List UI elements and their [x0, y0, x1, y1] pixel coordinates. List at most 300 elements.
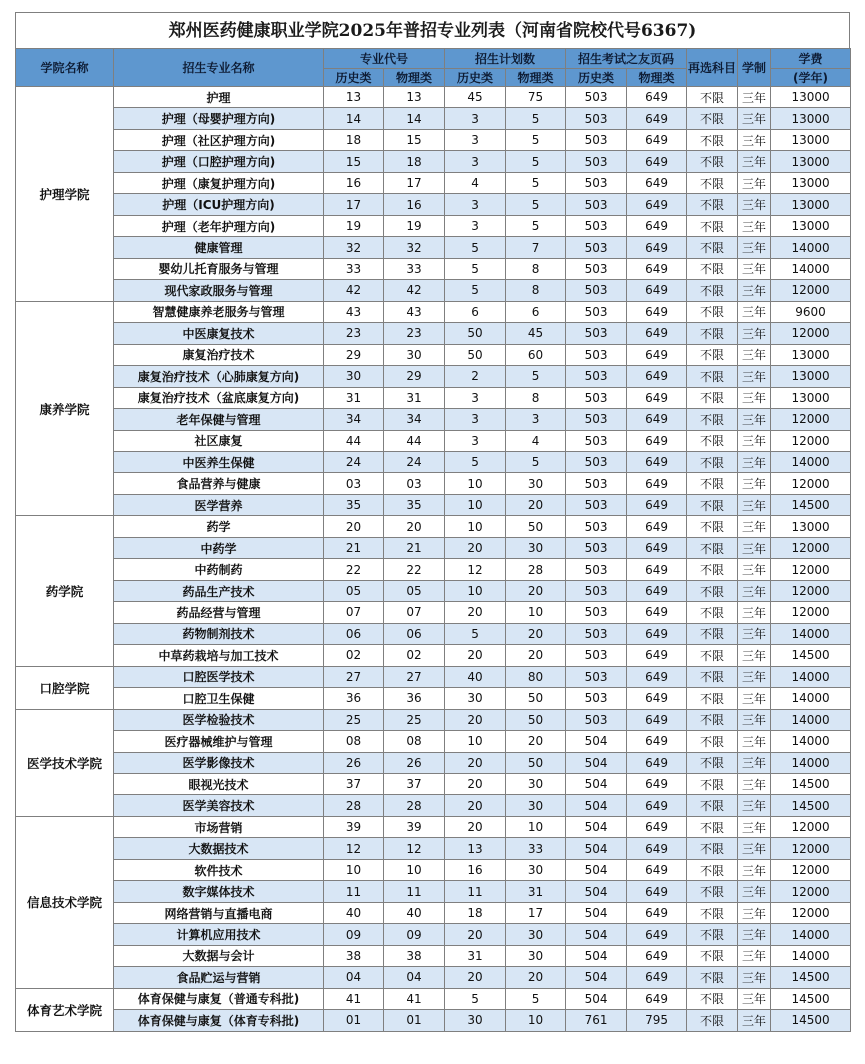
code-history: 29 — [324, 344, 384, 365]
page-history: 503 — [566, 666, 627, 687]
code-history: 28 — [324, 795, 384, 816]
page-physics: 649 — [627, 87, 687, 108]
major-name: 食品营养与健康 — [114, 473, 324, 494]
page-history: 503 — [566, 688, 627, 709]
page-history: 503 — [566, 430, 627, 451]
fee: 12000 — [771, 602, 851, 623]
fee: 14000 — [771, 451, 851, 472]
plan-history: 40 — [445, 666, 506, 687]
code-history: 14 — [324, 108, 384, 129]
page-history: 503 — [566, 473, 627, 494]
fee: 14500 — [771, 774, 851, 795]
code-physics: 06 — [384, 623, 445, 644]
code-physics: 41 — [384, 988, 445, 1009]
major-name: 药物制剂技术 — [114, 623, 324, 644]
major-name: 大数据与会计 — [114, 945, 324, 966]
code-physics: 39 — [384, 816, 445, 837]
major-name: 市场营销 — [114, 816, 324, 837]
duration: 三年 — [738, 430, 771, 451]
major-name: 护理 — [114, 87, 324, 108]
fee: 14000 — [771, 258, 851, 279]
college-name: 康养学院 — [16, 301, 114, 516]
elective: 不限 — [687, 301, 738, 322]
code-physics: 26 — [384, 752, 445, 773]
document — [15, 12, 850, 1032]
major-name: 智慧健康养老服务与管理 — [114, 301, 324, 322]
page-physics: 649 — [627, 258, 687, 279]
table-row — [16, 409, 851, 430]
duration: 三年 — [738, 280, 771, 301]
fee: 12000 — [771, 559, 851, 580]
major-name: 医学美容技术 — [114, 795, 324, 816]
page-physics: 649 — [627, 430, 687, 451]
code-physics: 42 — [384, 280, 445, 301]
plan-history: 18 — [445, 902, 506, 923]
page-physics: 649 — [627, 774, 687, 795]
elective: 不限 — [687, 258, 738, 279]
major-name: 食品贮运与营销 — [114, 967, 324, 988]
plan-physics: 5 — [506, 988, 566, 1009]
code-history: 08 — [324, 731, 384, 752]
elective: 不限 — [687, 129, 738, 150]
page-history: 503 — [566, 87, 627, 108]
code-history: 11 — [324, 881, 384, 902]
plan-physics: 10 — [506, 816, 566, 837]
table-row — [16, 129, 851, 150]
header-duration: 学制 — [738, 49, 771, 87]
plan-history: 4 — [445, 172, 506, 193]
duration: 三年 — [738, 838, 771, 859]
plan-physics: 33 — [506, 838, 566, 859]
elective: 不限 — [687, 323, 738, 344]
fee: 12000 — [771, 323, 851, 344]
plan-history: 3 — [445, 409, 506, 430]
table-row — [16, 258, 851, 279]
duration: 三年 — [738, 945, 771, 966]
plan-physics: 4 — [506, 430, 566, 451]
code-physics: 24 — [384, 451, 445, 472]
elective: 不限 — [687, 752, 738, 773]
code-history: 24 — [324, 451, 384, 472]
fee: 14500 — [771, 967, 851, 988]
elective: 不限 — [687, 623, 738, 644]
code-history: 06 — [324, 623, 384, 644]
table-row — [16, 237, 851, 258]
duration: 三年 — [738, 237, 771, 258]
major-name: 中医康复技术 — [114, 323, 324, 344]
major-name: 大数据技术 — [114, 838, 324, 859]
code-history: 36 — [324, 688, 384, 709]
duration: 三年 — [738, 215, 771, 236]
fee: 12000 — [771, 902, 851, 923]
page-physics: 649 — [627, 816, 687, 837]
code-physics: 07 — [384, 602, 445, 623]
table-row — [16, 967, 851, 988]
major-name: 中草药栽培与加工技术 — [114, 645, 324, 666]
plan-physics: 6 — [506, 301, 566, 322]
code-physics: 01 — [384, 1010, 445, 1031]
fee: 9600 — [771, 301, 851, 322]
code-history: 04 — [324, 967, 384, 988]
page-physics: 649 — [627, 537, 687, 558]
plan-physics: 8 — [506, 258, 566, 279]
plan-physics: 30 — [506, 859, 566, 880]
plan-physics: 3 — [506, 409, 566, 430]
fee: 14500 — [771, 1010, 851, 1031]
page-physics: 649 — [627, 129, 687, 150]
fee: 12000 — [771, 430, 851, 451]
table-body — [16, 87, 851, 1032]
plan-history: 3 — [445, 387, 506, 408]
page-history: 503 — [566, 129, 627, 150]
college-name: 医学技术学院 — [16, 709, 114, 816]
duration: 三年 — [738, 731, 771, 752]
table-row — [16, 323, 851, 344]
major-name: 医学营养 — [114, 494, 324, 515]
page-physics: 649 — [627, 344, 687, 365]
page-history: 504 — [566, 795, 627, 816]
fee: 14000 — [771, 752, 851, 773]
page-physics: 649 — [627, 387, 687, 408]
code-physics: 31 — [384, 387, 445, 408]
code-physics: 23 — [384, 323, 445, 344]
page-history: 503 — [566, 709, 627, 730]
page-physics: 649 — [627, 795, 687, 816]
page-history: 504 — [566, 816, 627, 837]
college-name: 口腔学院 — [16, 666, 114, 709]
fee: 12000 — [771, 280, 851, 301]
table-row — [16, 430, 851, 451]
elective: 不限 — [687, 816, 738, 837]
plan-physics: 20 — [506, 580, 566, 601]
plan-history: 6 — [445, 301, 506, 322]
page-physics: 649 — [627, 623, 687, 644]
code-history: 23 — [324, 323, 384, 344]
page-history: 503 — [566, 451, 627, 472]
major-name: 网络营销与直播电商 — [114, 902, 324, 923]
page-physics: 649 — [627, 967, 687, 988]
code-physics: 15 — [384, 129, 445, 150]
table-row — [16, 645, 851, 666]
elective: 不限 — [687, 387, 738, 408]
page-physics: 649 — [627, 752, 687, 773]
table-row — [16, 580, 851, 601]
plan-history: 3 — [445, 108, 506, 129]
plan-history: 50 — [445, 344, 506, 365]
code-physics: 20 — [384, 516, 445, 537]
code-history: 38 — [324, 945, 384, 966]
code-physics: 38 — [384, 945, 445, 966]
page-physics: 649 — [627, 731, 687, 752]
table-row — [16, 731, 851, 752]
page-history: 504 — [566, 752, 627, 773]
plan-physics: 80 — [506, 666, 566, 687]
duration: 三年 — [738, 988, 771, 1009]
duration: 三年 — [738, 451, 771, 472]
elective: 不限 — [687, 945, 738, 966]
page-physics: 649 — [627, 237, 687, 258]
code-physics: 03 — [384, 473, 445, 494]
table-row — [16, 924, 851, 945]
table-header — [16, 49, 851, 87]
header-page: 招生考试之友页码 — [566, 49, 687, 69]
page-history: 503 — [566, 623, 627, 644]
elective: 不限 — [687, 194, 738, 215]
code-history: 34 — [324, 409, 384, 430]
elective: 不限 — [687, 451, 738, 472]
major-name: 中药制药 — [114, 559, 324, 580]
page-history: 504 — [566, 731, 627, 752]
fee: 13000 — [771, 516, 851, 537]
fee: 13000 — [771, 366, 851, 387]
duration: 三年 — [738, 559, 771, 580]
plan-history: 20 — [445, 795, 506, 816]
page-history: 503 — [566, 645, 627, 666]
elective: 不限 — [687, 924, 738, 945]
major-name: 医疗器械维护与管理 — [114, 731, 324, 752]
elective: 不限 — [687, 731, 738, 752]
code-physics: 35 — [384, 494, 445, 515]
code-physics: 17 — [384, 172, 445, 193]
plan-physics: 8 — [506, 387, 566, 408]
table-row — [16, 87, 851, 108]
duration: 三年 — [738, 752, 771, 773]
fee: 12000 — [771, 859, 851, 880]
college-name: 信息技术学院 — [16, 816, 114, 988]
code-physics: 32 — [384, 237, 445, 258]
duration: 三年 — [738, 473, 771, 494]
table-row — [16, 623, 851, 644]
plan-history: 3 — [445, 151, 506, 172]
major-name: 口腔卫生保健 — [114, 688, 324, 709]
page-physics: 649 — [627, 945, 687, 966]
plan-history: 20 — [445, 816, 506, 837]
plan-history: 20 — [445, 774, 506, 795]
plan-physics: 50 — [506, 688, 566, 709]
plan-history: 20 — [445, 709, 506, 730]
college-name: 护理学院 — [16, 87, 114, 302]
page-physics: 649 — [627, 666, 687, 687]
elective: 不限 — [687, 1010, 738, 1031]
major-name: 护理（康复护理方向) — [114, 172, 324, 193]
fee: 13000 — [771, 108, 851, 129]
page-physics: 649 — [627, 280, 687, 301]
code-history: 25 — [324, 709, 384, 730]
elective: 不限 — [687, 709, 738, 730]
code-physics: 09 — [384, 924, 445, 945]
page-history: 503 — [566, 516, 627, 537]
code-history: 22 — [324, 559, 384, 580]
header-code: 专业代号 — [324, 49, 445, 69]
table-row — [16, 752, 851, 773]
elective: 不限 — [687, 494, 738, 515]
duration: 三年 — [738, 602, 771, 623]
plan-history: 16 — [445, 859, 506, 880]
code-physics: 22 — [384, 559, 445, 580]
plan-history: 20 — [445, 752, 506, 773]
page-physics: 649 — [627, 688, 687, 709]
fee: 14500 — [771, 795, 851, 816]
page-history: 503 — [566, 258, 627, 279]
page-physics: 649 — [627, 494, 687, 515]
fee: 13000 — [771, 87, 851, 108]
plan-history: 11 — [445, 881, 506, 902]
page-history: 504 — [566, 988, 627, 1009]
code-history: 10 — [324, 859, 384, 880]
plan-history: 20 — [445, 967, 506, 988]
page-physics: 649 — [627, 473, 687, 494]
table-row — [16, 366, 851, 387]
page-history: 503 — [566, 280, 627, 301]
code-history: 12 — [324, 838, 384, 859]
header-fee-unit: (学年) — [771, 69, 851, 87]
college-name: 体育艺术学院 — [16, 988, 114, 1031]
table-row — [16, 516, 851, 537]
code-physics: 27 — [384, 666, 445, 687]
page-history: 503 — [566, 387, 627, 408]
plan-history: 5 — [445, 623, 506, 644]
code-history: 27 — [324, 666, 384, 687]
elective: 不限 — [687, 430, 738, 451]
duration: 三年 — [738, 387, 771, 408]
duration: 三年 — [738, 301, 771, 322]
table-row — [16, 215, 851, 236]
code-history: 16 — [324, 172, 384, 193]
duration: 三年 — [738, 258, 771, 279]
plan-physics: 5 — [506, 172, 566, 193]
elective: 不限 — [687, 108, 738, 129]
fee: 12000 — [771, 409, 851, 430]
duration: 三年 — [738, 516, 771, 537]
major-name: 药品经营与管理 — [114, 602, 324, 623]
code-physics: 18 — [384, 151, 445, 172]
code-history: 31 — [324, 387, 384, 408]
major-name: 康复治疗技术（盆底康复方向) — [114, 387, 324, 408]
fee: 12000 — [771, 838, 851, 859]
header-code-history: 历史类 — [324, 69, 384, 87]
code-history: 21 — [324, 537, 384, 558]
table-row — [16, 537, 851, 558]
code-history: 07 — [324, 602, 384, 623]
duration: 三年 — [738, 967, 771, 988]
code-physics: 37 — [384, 774, 445, 795]
major-name: 药品生产技术 — [114, 580, 324, 601]
plan-physics: 8 — [506, 280, 566, 301]
code-history: 30 — [324, 366, 384, 387]
plan-history: 5 — [445, 258, 506, 279]
plan-history: 13 — [445, 838, 506, 859]
duration: 三年 — [738, 344, 771, 365]
plan-history: 45 — [445, 87, 506, 108]
elective: 不限 — [687, 366, 738, 387]
page-physics: 649 — [627, 451, 687, 472]
plan-physics: 5 — [506, 108, 566, 129]
elective: 不限 — [687, 902, 738, 923]
plan-history: 10 — [445, 473, 506, 494]
major-name: 康复治疗技术 — [114, 344, 324, 365]
page-physics: 649 — [627, 108, 687, 129]
table-row — [16, 172, 851, 193]
elective: 不限 — [687, 409, 738, 430]
fee: 12000 — [771, 580, 851, 601]
page-physics: 649 — [627, 580, 687, 601]
table-row — [16, 301, 851, 322]
major-name: 护理（口腔护理方向) — [114, 151, 324, 172]
table-row — [16, 194, 851, 215]
elective: 不限 — [687, 666, 738, 687]
table-row — [16, 1010, 851, 1031]
plan-history: 3 — [445, 194, 506, 215]
plan-physics: 20 — [506, 731, 566, 752]
major-name: 数字媒体技术 — [114, 881, 324, 902]
fee: 13000 — [771, 215, 851, 236]
header-code-physics: 物理类 — [384, 69, 445, 87]
page-physics: 649 — [627, 924, 687, 945]
page-history: 503 — [566, 602, 627, 623]
table-row — [16, 688, 851, 709]
table-row — [16, 473, 851, 494]
page-history: 503 — [566, 409, 627, 430]
plan-physics: 5 — [506, 366, 566, 387]
fee: 12000 — [771, 881, 851, 902]
page-physics: 649 — [627, 988, 687, 1009]
plan-physics: 50 — [506, 709, 566, 730]
page-physics: 649 — [627, 602, 687, 623]
plan-history: 20 — [445, 924, 506, 945]
page-history: 503 — [566, 494, 627, 515]
major-name: 护理（母婴护理方向) — [114, 108, 324, 129]
plan-history: 3 — [445, 129, 506, 150]
plan-physics: 20 — [506, 967, 566, 988]
major-name: 中药学 — [114, 537, 324, 558]
table-row — [16, 838, 851, 859]
duration: 三年 — [738, 108, 771, 129]
elective: 不限 — [687, 537, 738, 558]
code-history: 05 — [324, 580, 384, 601]
duration: 三年 — [738, 645, 771, 666]
major-name: 老年保健与管理 — [114, 409, 324, 430]
table-row — [16, 795, 851, 816]
table-row — [16, 602, 851, 623]
fee: 12000 — [771, 537, 851, 558]
header-plan-history: 历史类 — [445, 69, 506, 87]
major-name: 护理（老年护理方向) — [114, 215, 324, 236]
fee: 14500 — [771, 645, 851, 666]
table-row — [16, 666, 851, 687]
plan-physics: 28 — [506, 559, 566, 580]
fee: 13000 — [771, 151, 851, 172]
code-physics: 36 — [384, 688, 445, 709]
elective: 不限 — [687, 215, 738, 236]
plan-history: 5 — [445, 237, 506, 258]
page-history: 503 — [566, 537, 627, 558]
header-college: 学院名称 — [16, 49, 114, 87]
elective: 不限 — [687, 774, 738, 795]
fee: 12000 — [771, 816, 851, 837]
code-physics: 05 — [384, 580, 445, 601]
code-history: 09 — [324, 924, 384, 945]
table-row — [16, 344, 851, 365]
duration: 三年 — [738, 194, 771, 215]
plan-history: 3 — [445, 215, 506, 236]
page-history: 503 — [566, 194, 627, 215]
page-history: 503 — [566, 344, 627, 365]
code-history: 40 — [324, 902, 384, 923]
plan-history: 30 — [445, 688, 506, 709]
plan-physics: 50 — [506, 752, 566, 773]
duration: 三年 — [738, 537, 771, 558]
elective: 不限 — [687, 151, 738, 172]
